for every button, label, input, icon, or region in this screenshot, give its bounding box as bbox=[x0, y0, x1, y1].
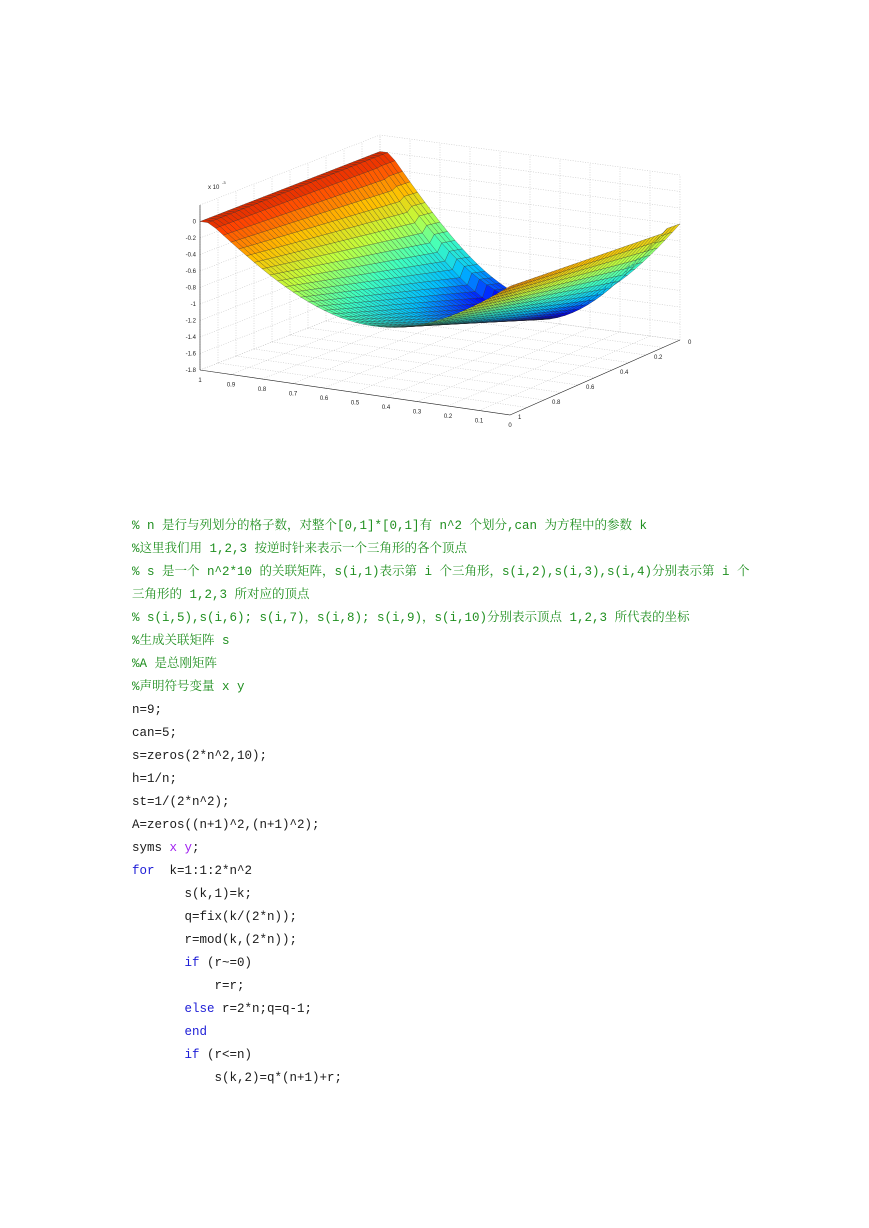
code-line-if bbox=[132, 1044, 752, 1067]
code-line: r=r; bbox=[132, 979, 245, 993]
z-tick-label: -0.8 bbox=[185, 285, 196, 292]
z-exponent-label: x 10 bbox=[208, 185, 220, 191]
if-condition: (r<=n) bbox=[199, 1048, 253, 1062]
y-tick-label: 1 bbox=[518, 415, 522, 421]
else-rest: r=2*n;q=q-1; bbox=[214, 1002, 313, 1016]
z-tick-label: -1.6 bbox=[185, 351, 196, 358]
x-tick-label: 0.3 bbox=[412, 409, 422, 416]
syms-suffix: ; bbox=[192, 841, 200, 855]
keyword-end: end bbox=[184, 1025, 208, 1039]
z-exponent-power: -3 bbox=[222, 180, 226, 185]
x-tick-label: 0.9 bbox=[226, 382, 236, 389]
code-line-if bbox=[132, 952, 752, 975]
y-tick-label: 0.2 bbox=[654, 355, 663, 361]
x-tick-label: 0.6 bbox=[319, 396, 329, 402]
code-comment: %A 是总刚矩阵 bbox=[132, 657, 218, 671]
y-tick-label: 0.4 bbox=[620, 370, 629, 376]
code-comment: %这里我们用 1,2,3 按逆时针来表示一个三角形的各个顶点 bbox=[132, 542, 468, 556]
if-condition: (r~=0) bbox=[199, 956, 253, 970]
code-line: r=mod(k,(2*n)); bbox=[132, 933, 298, 947]
z-tick-label: -0.4 bbox=[185, 252, 196, 259]
x-tick-label: 0.7 bbox=[288, 391, 298, 398]
z-tick-label: -1.8 bbox=[185, 368, 196, 374]
code-comment: % s 是一个 n^2*10 的关联矩阵，s(i,1)表示第 i 个三角形，s(i,2),s(i,3),s(i,4)分别表示第 i 个三角形的 1,2,3 所对应的顶点 bbox=[132, 565, 750, 602]
surface-plot-figure bbox=[180, 115, 710, 435]
code-line-else bbox=[132, 998, 752, 1021]
code-line: s=zeros(2*n^2,10); bbox=[132, 749, 268, 763]
syms-prefix: syms bbox=[132, 841, 170, 855]
code-line-for bbox=[132, 860, 752, 883]
z-tick-label: -1.2 bbox=[185, 318, 196, 325]
code-line: st=1/(2*n^2); bbox=[132, 795, 230, 809]
x-tick-label: 1 bbox=[198, 378, 202, 384]
x-tick-label: 0.4 bbox=[381, 405, 391, 411]
y-tick-label: 0 bbox=[688, 340, 692, 346]
code-line: h=1/n; bbox=[132, 772, 178, 786]
code-comment: %生成关联矩阵 s bbox=[132, 634, 230, 648]
code-line: A=zeros((n+1)^2,(n+1)^2); bbox=[132, 818, 320, 832]
keyword-if: if bbox=[184, 1048, 200, 1062]
y-tick-label: 0.6 bbox=[586, 385, 595, 391]
code-line: s(k,1)=k; bbox=[132, 887, 253, 901]
for-rest: k=1:1:2*n^2 bbox=[154, 864, 253, 878]
x-tick-label: 0.8 bbox=[257, 387, 267, 393]
code-comment: % s(i,5),s(i,6); s(i,7)，s(i,8); s(i,9)，s(i,10)分别表示顶点 1,2,3 所代表的坐标 bbox=[132, 611, 690, 625]
x-tick-label: 0.5 bbox=[350, 400, 360, 407]
matlab-code-block bbox=[132, 515, 752, 1090]
y-tick-label: 0.8 bbox=[552, 400, 561, 406]
code-line: can=5; bbox=[132, 726, 178, 740]
code-line: n=9; bbox=[132, 703, 163, 717]
z-tick-label: -0.2 bbox=[185, 236, 196, 242]
code-line: q=fix(k/(2*n)); bbox=[132, 910, 298, 924]
code-line: s(k,2)=q*(n+1)+r; bbox=[132, 1071, 343, 1085]
keyword-for: for bbox=[132, 864, 155, 878]
syms-vars: x y bbox=[169, 841, 193, 855]
z-tick-label: 0 bbox=[192, 219, 196, 226]
x-tick-label: 0 bbox=[508, 423, 512, 429]
z-tick-label: -1.4 bbox=[185, 335, 196, 341]
surface-plot bbox=[180, 115, 710, 435]
code-comment: %声明符号变量 x y bbox=[132, 680, 245, 694]
x-tick-label: 0.1 bbox=[474, 418, 484, 425]
z-tick-label: -0.6 bbox=[185, 269, 196, 275]
code-line-syms bbox=[132, 837, 752, 860]
x-tick-label: 0.2 bbox=[443, 414, 453, 420]
z-tick-label: -1 bbox=[190, 302, 196, 308]
code-comment: % n 是行与列划分的格子数，对整个[0,1]*[0,1]有 n^2 个划分,can 为方程中的参数 k bbox=[132, 519, 648, 533]
keyword-if: if bbox=[184, 956, 200, 970]
keyword-else: else bbox=[184, 1002, 215, 1016]
code-line-end bbox=[132, 1021, 752, 1044]
